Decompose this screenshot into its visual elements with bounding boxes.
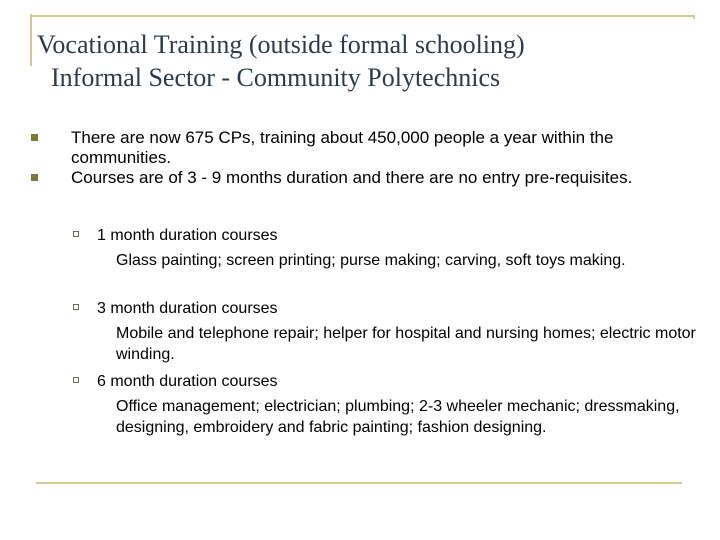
title-accent-top-tick xyxy=(693,15,695,19)
footer-rule xyxy=(36,482,682,484)
sub-bullet-heading: 6 month duration courses xyxy=(97,373,278,390)
slide-title-line2: Informal Sector - Community Polytechnics xyxy=(51,63,501,92)
hollow-square-bullet-icon xyxy=(73,231,79,237)
bullet-item xyxy=(71,168,691,188)
bullet-item xyxy=(71,128,691,168)
sub-bullet-item xyxy=(97,299,278,318)
bullet-text: Courses are of 3 - 9 months duration and there are no entry pre-requisites. xyxy=(71,168,633,187)
hollow-square-bullet-icon xyxy=(73,304,79,310)
sub-bullet-detail: Glass painting; screen printing; purse making; carving, soft toys making. xyxy=(116,252,626,269)
sub-bullet-item xyxy=(97,226,278,245)
title-accent-top-rule xyxy=(30,15,695,17)
sub-bullet-detail: Office management; electrician; plumbing; 2-3 wheeler mechanic; dressmaking, designing, embroidery and fabric painting; fashion designing. xyxy=(116,398,680,436)
slide-title-line1: Vocational Training (outside formal schooling) xyxy=(37,30,525,59)
bullet-text: There are now 675 CPs, training about 450,000 people a year within the communities. xyxy=(71,128,614,167)
square-bullet-icon xyxy=(31,134,38,141)
hollow-square-bullet-icon xyxy=(73,377,79,383)
slide-title xyxy=(37,28,525,94)
sub-bullet-detail: Mobile and telephone repair; helper for hospital and nursing homes; electric motor winding. xyxy=(116,325,696,363)
title-accent-vertical-rule xyxy=(30,14,32,66)
sub-bullet-item xyxy=(97,372,278,391)
square-bullet-icon xyxy=(31,174,38,181)
sub-bullet-heading: 3 month duration courses xyxy=(97,300,278,317)
sub-bullet-heading: 1 month duration courses xyxy=(97,227,278,244)
